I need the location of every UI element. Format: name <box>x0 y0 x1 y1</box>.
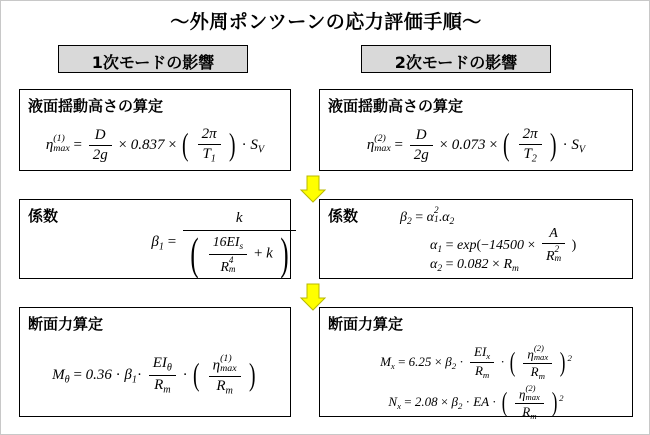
down-arrow-second <box>299 283 327 311</box>
box-label: 係数 <box>28 207 59 225</box>
formula-right-3-line2: $N_x = 2.08 \times \beta_2$ · EA · ( η (2) max $R_m$ ) $^2$ <box>388 383 564 422</box>
formula-right-1: η (2) max = $\frac{D}{2g}$ × 0.073 × ( $\frac{2\pi}{T_2}$ ) · $S_V$ <box>366 126 586 165</box>
box-left-liquid-surface-height <box>19 89 291 171</box>
box-label: 液面揺動高さの算定 <box>28 97 164 115</box>
down-arrow-first <box>299 175 327 203</box>
box-left-coefficient <box>19 199 291 279</box>
box-right-sectional-force <box>319 307 633 422</box>
box-label: 断面力算定 <box>328 315 404 333</box>
formula-right-2-line1: $\beta_2 = \alpha$ 2 1 $.\alpha_2$ <box>400 205 455 227</box>
column-heading-first-mode: 1次モードの影響 <box>58 45 248 73</box>
box-right-liquid-surface-height <box>319 89 633 171</box>
formula-right-2-line2: $\alpha_1 = \exp(-14500$ × A R 2 m ) <box>430 226 577 264</box>
box-label: 係数 <box>328 207 359 225</box>
box-label: 液面揺動高さの算定 <box>328 97 464 115</box>
page-title: 〜外周ポンツーンの応力評価手順〜 <box>170 11 482 33</box>
formula-left-3: $M_\theta = 0.36 \cdot \beta_1\cdot$ $\frac{EI_\theta}{R_m}$ · ( η (1) max $R_m$ ) <box>52 353 256 396</box>
box-right-coefficient <box>319 199 633 279</box>
formula-left-1: η (1) max = $\frac{D}{2g}$ × 0.837 × ( $\frac{2\pi}{T_1}$ ) · $S_V$ <box>45 126 265 165</box>
box-label: 断面力算定 <box>28 315 104 333</box>
column-heading-second-mode: 2次モードの影響 <box>361 45 551 73</box>
formula-right-2-line3: $\alpha_2 = 0.082 \times R_m$ <box>430 257 519 275</box>
formula-left-2: $\beta_1$ = k ( $16EI_s$ R 4 m + k ) <box>20 210 360 275</box>
box-left-sectional-force <box>19 307 291 417</box>
formula-right-3-line1: $M_x = 6.25 \times \beta_2$ · $\frac{EI_x}{R_m}$ · ( η (2) max $R_m$ ) $^2$ <box>380 343 572 382</box>
